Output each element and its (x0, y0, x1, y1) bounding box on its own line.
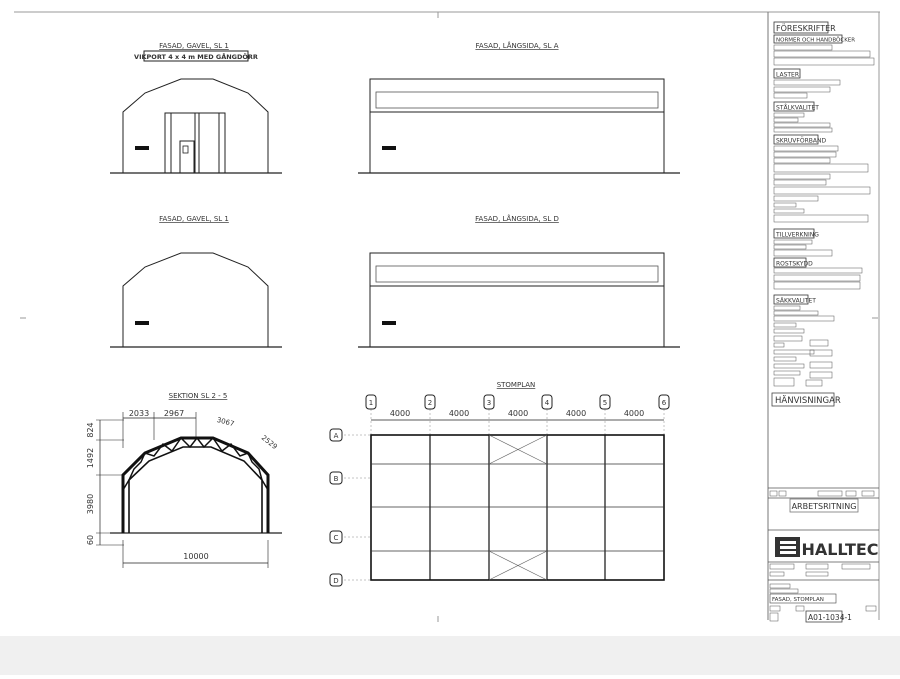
tb-line-box (774, 268, 862, 273)
bay-width: 4000 (623, 409, 645, 418)
tb-drawing-no: A01-1034-1 (808, 613, 852, 622)
tb-line-box (774, 275, 860, 281)
tb-foreskrifter: FÖRESKRIFTER (776, 24, 836, 33)
label-plate (135, 321, 149, 325)
company-name: HALLTEC (801, 540, 879, 559)
tb-line-box (810, 340, 828, 346)
plan-view (330, 381, 669, 586)
tb-line-box (770, 589, 798, 593)
side-d-title: FASAD, LÅNGSIDA, SL D (475, 215, 559, 223)
tb-sakkvalitet: SÄKKVALITET (776, 297, 816, 305)
light-band (376, 266, 658, 282)
tb-line-box (774, 58, 874, 65)
tb-tillverkning: TILLVERKNING (776, 231, 819, 239)
col-label: 5 (602, 399, 608, 407)
tb-line-box (774, 174, 830, 179)
tb-line-box (774, 180, 826, 185)
dim-top-2: 2967 (163, 409, 185, 418)
tb-line-box (770, 613, 778, 621)
tb-stalkvalitet: STÅLKVALITET (776, 104, 819, 112)
tb-line-box (774, 203, 796, 207)
plan-row-bubbles (330, 429, 371, 586)
tb-line-box (810, 350, 832, 356)
bottom-bar (0, 636, 900, 675)
tb-line-box (796, 606, 804, 611)
tb-hanvisningar: HÄNVISNINGAR (775, 396, 841, 406)
tb-line-box (774, 357, 796, 361)
tb-line-box (774, 240, 812, 244)
side-a-title: FASAD, LÅNGSIDA, SL A (475, 42, 559, 50)
dim-height-1: 824 (86, 422, 95, 438)
tb-line-box (774, 209, 804, 213)
tb-line-box (774, 93, 807, 98)
logo-stripe (780, 551, 796, 554)
col-label: 4 (544, 399, 550, 407)
logo-stripe (780, 541, 796, 544)
dim-span: 10000 (183, 552, 209, 561)
label-plate (135, 146, 149, 150)
section-title: SEKTION SL 2 - 5 (168, 392, 228, 400)
logo-stripe (780, 546, 796, 549)
side-d-wall (370, 253, 664, 347)
tb-line-box (774, 152, 836, 157)
tb-line-box (774, 378, 794, 386)
tb-line-box (774, 215, 868, 222)
row-label: B (333, 475, 339, 483)
tb-line-box (842, 564, 870, 569)
tb-line-box (779, 491, 786, 496)
tb-normer: NORMER OCH HANDBÖCKER (776, 37, 856, 44)
plan-outline (371, 435, 664, 580)
walk-door-window (183, 146, 188, 153)
titleblock (768, 22, 879, 622)
dim-height-3: 3980 (86, 493, 95, 515)
tb-line-box (806, 564, 828, 569)
tb-line-box (770, 584, 790, 588)
dim-rafter-a: 3067 (215, 415, 236, 429)
dim-height-2: 1492 (86, 447, 95, 469)
tb-line-box (774, 336, 802, 341)
tb-line-box (774, 128, 832, 132)
bay-width: 4000 (389, 409, 411, 418)
tb-arbetsritning: ARBETSRITNING (791, 502, 857, 511)
col-label: 3 (486, 399, 492, 407)
tb-line-box (770, 564, 794, 569)
tb-line-box (774, 80, 840, 85)
gable-title: FASAD, GAVEL, SL 1 (159, 215, 229, 223)
tb-line-box (774, 323, 796, 327)
tb-line-box (806, 572, 828, 576)
tb-line-box (774, 196, 818, 201)
tb-drawing-desc: FASAD, STOMPLAN (772, 597, 824, 603)
tb-line-box (774, 245, 806, 249)
col-label: 6 (661, 399, 667, 407)
row-label: C (333, 534, 339, 542)
tb-line-box (770, 491, 777, 496)
label-plate (382, 321, 396, 325)
tb-line-box (810, 372, 832, 378)
halltec-logo (775, 537, 879, 559)
side-a-wall (370, 79, 664, 173)
bay-width: 4000 (565, 409, 587, 418)
tb-line-box (774, 364, 804, 368)
tb-line-box (770, 572, 784, 576)
tb-line-box (774, 118, 798, 122)
tb-line-box (774, 187, 870, 194)
tb-line-box (846, 491, 856, 496)
gable-door-title: FASAD, GAVEL, SL 1 (159, 42, 229, 50)
tb-skruvforband: SKRUVFÖRBAND (776, 137, 827, 145)
tb-line-box (774, 45, 832, 50)
gable-view (110, 215, 282, 347)
dim-rafter-b: 2529 (259, 433, 279, 452)
tb-line-box (774, 343, 784, 347)
col-label: 1 (368, 399, 374, 407)
tb-line-box (774, 158, 830, 163)
tb-rostskydd: ROSTSKYDD (776, 260, 813, 268)
label-plate (382, 146, 396, 150)
tb-laster: LASTER (776, 71, 800, 79)
gable-door-subtitle: VIKPORT 4 x 4 m MED GÅNGDÖRR (134, 53, 258, 61)
gable-outline (123, 253, 268, 347)
tb-line-box (774, 164, 868, 172)
frame-inner (129, 447, 262, 533)
side-a-view (358, 41, 680, 173)
tb-line-box (774, 87, 830, 92)
tb-line-box (774, 316, 834, 321)
tb-line-box (774, 113, 804, 117)
side-d-view (358, 214, 680, 347)
tb-line-box (866, 606, 876, 611)
bay-width: 4000 (507, 409, 529, 418)
dim-height-4: 60 (86, 534, 95, 546)
dim-top-1: 2033 (128, 409, 150, 418)
gable-door-view (110, 42, 282, 173)
tb-line-box (774, 371, 800, 375)
tb-line-box (774, 311, 818, 315)
tb-line-box (862, 491, 874, 496)
tb-line-box (774, 282, 860, 289)
tb-line-box (774, 123, 830, 127)
light-band (376, 92, 658, 108)
bay-width: 4000 (448, 409, 470, 418)
col-label: 2 (427, 399, 433, 407)
tb-line-box (810, 362, 832, 368)
tb-line-box (774, 51, 870, 57)
row-label: D (333, 577, 339, 585)
tb-line-box (774, 306, 800, 310)
tb-line-box (770, 606, 780, 611)
plan-title: STOMPLAN (496, 381, 536, 389)
tb-line-box (774, 350, 814, 354)
tb-line-box (818, 491, 842, 496)
tb-line-box (806, 380, 822, 386)
tb-line-box (774, 250, 832, 256)
section-view (86, 392, 282, 568)
row-label: A (333, 432, 339, 440)
tb-line-box (774, 329, 804, 333)
tb-line-box (774, 146, 838, 151)
